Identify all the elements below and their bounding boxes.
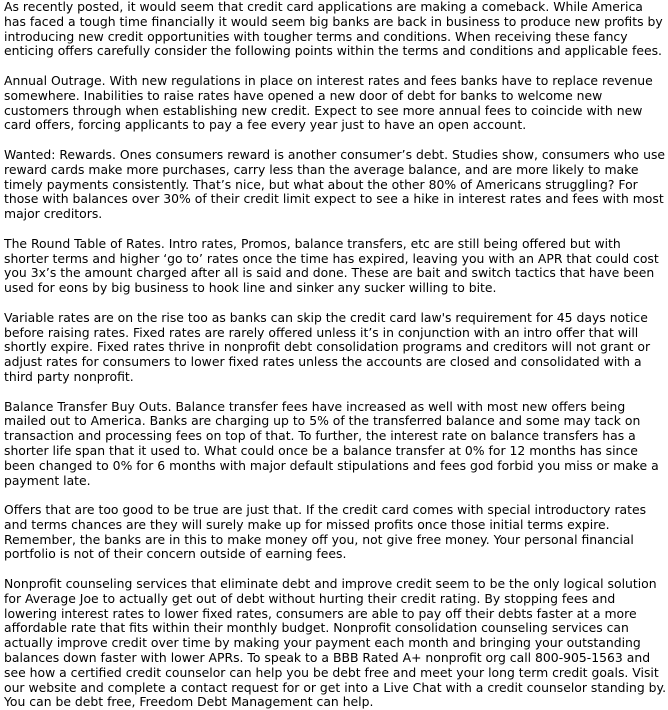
paragraph-annual-outrage: Annual Outrage. With new regulations in place on interest rates and fees banks have to replace revenue somewhere. Inabilities to raise rates have opened a new door of debt for banks to welcome new customers through when establishing new credit. Expect to see more annual fees to coincide with new card offers, forcing applicants to pay a fee every year just to have an open account. [4,72,653,133]
paragraph-variable-rates: Variable rates are on the rise too as banks can skip the credit card law's requirement for 45 days notice before raising rates. Fixed rates are rarely offered unless it’s in conjunction with an intro offer that will shortly expire. Fixed rates thrive in nonprofit debt consolidation programs and creditors will not grant or adjust rates for consumers to lower fixed rates unless the accounts are closed and consolidated with a third party nonprofit. [4,309,651,384]
paragraph-offers-too-good: Offers that are too good to be true are just that. If the credit card comes with special introductory rates and terms chances are they will surely make up for missed profits once those initial terms expire. Remember, the banks are in this to make money off you, not give free money. Your personal financial portfolio is not of their concern outside of earning fees. [4,502,647,562]
paragraph-round-table-of-rates: The Round Table of Rates. Intro rates, Promos, balance transfers, etc are still being offered but with shorter terms and higher ‘go to’ rates once the time has expired, leaving you with an APR that could cost you 3x’s the amount charged after all is said and done. These are bait and switch tactics that have been used for eons by big business to hook line and sinker any sucker willing to bite. [4,235,659,296]
paragraph-balance-transfer: Balance Transfer Buy Outs. Balance transfer fees have increased as well with most new offers being mailed out to America. Banks are charging up to 5% of the transferred balance and some may tack on transaction and processing fees on top of that. To further, the interest rate on balance transfers has a shorter life span that it used to. What could once be a balance transfer at 0% for 12 months has since been changed to 0% for 6 months with major default stipulations and fees god forbid you miss or make a payment late. [4,398,659,488]
paragraph-nonprofit-counseling: Nonprofit counseling services that eliminate debt and improve credit seem to be the only logical solution for Average Joe to actually get out of debt without hurting their credit rating. By stopping fees and lowering interest rates to lower fixed rates, consumers are able to pay off their debts faster at a more affordable rate that fits within their monthly budget. Nonprofit consolidation counseling services can actually improve credit over time by making your payment each month and bringing your outstanding balances down faster with lower APRs. To speak to a BBB Rated A+ nonprofit org call 800-905-1563 and see how a certified credit counselor can help you be debt free and meet your long term credit goals. Visit our website and complete a contact request for or get into a Live Chat with a credit counselor standing by. You can be debt free, Freedom Debt Management can help. [4,576,667,710]
paragraph-intro: As recently posted, it would seem that credit card applications are making a comeback. While America has faced a tough time financially it would seem big banks are back in business to produce new profits by introducing new credit opportunities with tougher terms and conditions. When receiving these fancy enticing offers carefully consider the following points within the terms and conditions and applicable fees. [4,0,663,59]
paragraph-wanted-rewards: Wanted: Rewards. Ones consumers reward is another consumer’s debt. Studies show, consumers who use reward cards make more purchases, carry less than the average balance, and are more likely to make timely payments consistently. That’s nice, but what about the other 80% of Americans struggling? For those with balances over 30% of their credit limit expect to see a hike in interest rates and fees with most major creditors. [4,146,666,222]
